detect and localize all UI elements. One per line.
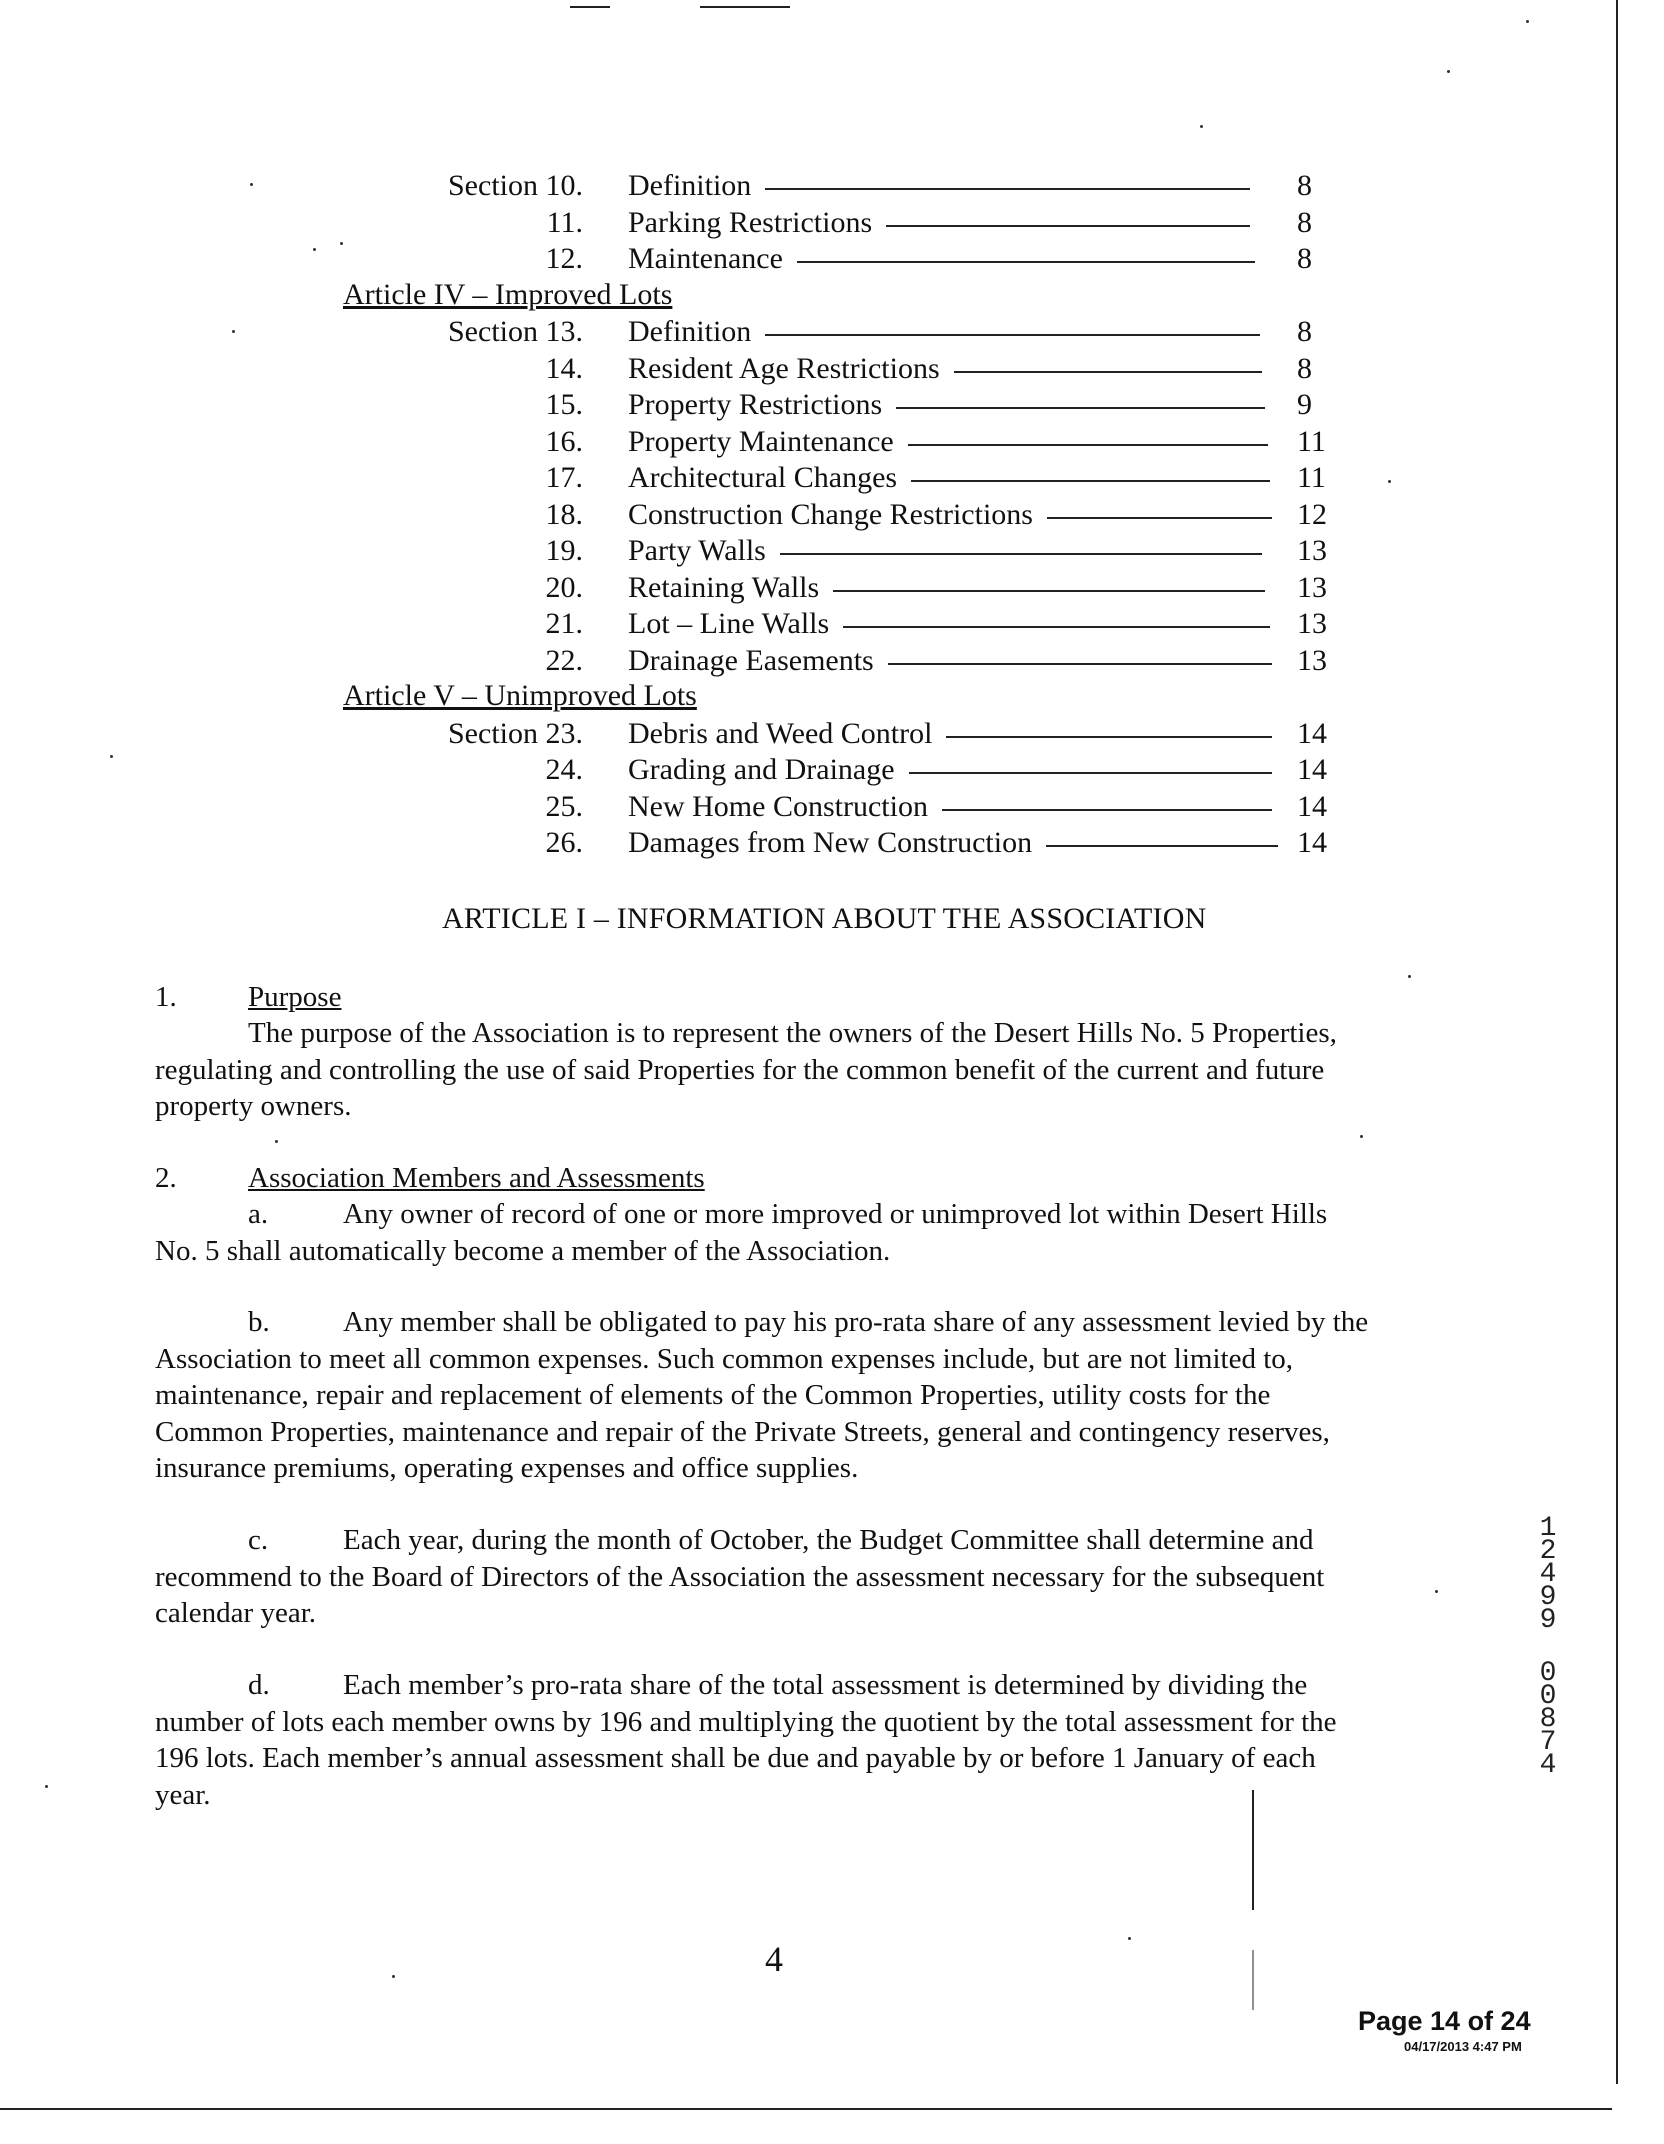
- scan-speck: [1408, 975, 1411, 978]
- toc-section-number: 15.: [545, 388, 583, 421]
- toc-page-number: 11: [1297, 461, 1326, 494]
- toc-section-number: 19.: [545, 534, 583, 567]
- toc-section-number: 17.: [545, 461, 583, 494]
- toc-section-number: 20.: [545, 570, 583, 604]
- toc-entry-title[interactable]: Maintenance: [628, 242, 783, 275]
- recording-digit: 2: [1539, 1536, 1557, 1567]
- toc-section-number: 11.: [546, 205, 583, 239]
- toc-entry-title[interactable]: Property Maintenance: [628, 424, 894, 458]
- toc-page-number: 13: [1297, 534, 1327, 567]
- scan-speck: [313, 248, 316, 251]
- scan-mark: [1252, 1950, 1254, 2010]
- item-text: Each year, during the month of October, the Budget Committee shall determine and recommend to the Board of Directors of the Association the assessment necessary for the subsequent calendar year.: [155, 1524, 1325, 1629]
- toc-page-number: 12: [1297, 497, 1327, 531]
- item-text: Any member shall be obligated to pay his pro-rata share of any assessment levied by the Association to meet all common expenses. Such common expenses include, but are not limited to, maintenance, repair and replacement of elements of the Common Properties, utility costs for the Common Properties, maintenance and repair of the Private Streets, general and contingency reserves, insurance premiums, operating expenses and office supplies.: [155, 1306, 1369, 1484]
- toc-leader-line: [1046, 845, 1278, 847]
- toc-section-number: 21.: [545, 607, 583, 640]
- toc-leader-line: [833, 590, 1265, 592]
- toc-leader-line: [896, 407, 1265, 409]
- section-number: 2.: [155, 1162, 177, 1194]
- scan-speck: [45, 1785, 48, 1788]
- scan-speck: [1447, 70, 1450, 73]
- toc-leader-line: [946, 736, 1272, 738]
- list-item: [155, 1667, 1375, 1813]
- page-number: 4: [765, 1939, 783, 1979]
- toc-page-number: 8: [1297, 169, 1312, 202]
- list-item: [155, 1522, 1365, 1632]
- scan-mark: [570, 6, 610, 8]
- scan-mark: [700, 6, 790, 8]
- toc-leader-line: [843, 626, 1270, 628]
- scan-speck: [232, 330, 235, 333]
- scan-speck: [1360, 1135, 1363, 1138]
- toc-entry-title[interactable]: Definition: [628, 169, 752, 202]
- scan-speck: [1388, 480, 1391, 483]
- toc-page-number: 8: [1297, 315, 1312, 348]
- scan-speck: [110, 755, 113, 758]
- recording-number: [1536, 1513, 1560, 1781]
- scan-speck: [1200, 125, 1203, 128]
- toc-section-number: 14.: [545, 351, 583, 385]
- toc-leader-line: [908, 444, 1268, 446]
- recording-digit: 7: [1539, 1727, 1557, 1758]
- toc-entry-title[interactable]: Debris and Weed Control: [628, 716, 933, 750]
- toc-entry-title[interactable]: Retaining Walls: [628, 570, 820, 604]
- recording-digit: 4: [1539, 1750, 1557, 1781]
- toc-entry-title[interactable]: Party Walls: [628, 534, 766, 567]
- toc-leader-line: [1047, 517, 1272, 519]
- toc-entry-title[interactable]: Architectural Changes: [628, 461, 898, 494]
- toc-entry-title[interactable]: Parking Restrictions: [628, 205, 873, 239]
- item-label: a.: [248, 1198, 269, 1230]
- recording-digit: 9: [1539, 1582, 1557, 1613]
- toc-page-number: 14: [1297, 753, 1327, 786]
- toc-leader-line: [797, 261, 1255, 263]
- toc-leader-line: [780, 553, 1262, 555]
- toc-leader-line: [886, 225, 1250, 227]
- scan-mark: [1252, 1790, 1254, 1910]
- article-heading: ARTICLE I – INFORMATION ABOUT THE ASSOCIATION: [442, 902, 1207, 935]
- scan-speck: [1526, 20, 1529, 23]
- recording-digit: 0: [1539, 1658, 1557, 1689]
- toc-page-number: 14: [1297, 789, 1327, 823]
- scan-speck: [1435, 1590, 1438, 1593]
- list-item: [155, 1196, 1365, 1269]
- toc-entry-title[interactable]: Property Restrictions: [628, 388, 883, 421]
- toc-page-number: 14: [1297, 716, 1327, 750]
- item-label: b.: [248, 1306, 270, 1338]
- toc-page-number: 8: [1297, 242, 1312, 275]
- toc-entry-title[interactable]: Definition: [628, 315, 752, 348]
- toc-entry-title[interactable]: Grading and Drainage: [628, 753, 895, 786]
- scan-edge: [0, 2108, 1612, 2110]
- scan-speck: [250, 183, 253, 186]
- toc-leader-line: [888, 663, 1272, 665]
- toc-page-number: 8: [1297, 351, 1312, 385]
- toc-page-number: 9: [1297, 388, 1312, 421]
- toc-entry-title[interactable]: Lot – Line Walls: [628, 607, 830, 640]
- toc-entry-title[interactable]: Damages from New Construction: [628, 826, 1033, 859]
- toc-leader-line: [765, 334, 1260, 336]
- item-label: d.: [248, 1669, 270, 1701]
- toc-section-number: Section 13.: [448, 315, 583, 348]
- section-paragraph: The purpose of the Association is to represent the owners of the Desert Hills No. 5 Properties, regulating and controlling the use of said Properties for the common benefit of the current and future property owners.: [155, 1017, 1337, 1122]
- toc-section-number: 25.: [545, 789, 583, 823]
- toc-entry-title[interactable]: Drainage Easements: [628, 643, 874, 677]
- list-item: [155, 1304, 1377, 1487]
- toc-section-number: 24.: [545, 753, 583, 786]
- toc-page-number: 8: [1297, 205, 1312, 239]
- toc-page-number: 11: [1297, 424, 1326, 458]
- recording-digit: 0: [1539, 1681, 1557, 1712]
- toc-leader-line: [765, 188, 1250, 190]
- recording-digit: 1: [1539, 1513, 1557, 1544]
- recording-digit: 9: [1539, 1605, 1557, 1636]
- toc-article-heading: Article IV – Improved Lots: [343, 277, 673, 311]
- toc-leader-line: [954, 371, 1262, 373]
- scan-speck: [340, 242, 343, 245]
- toc-section-number: 18.: [545, 497, 583, 531]
- section-title: Association Members and Assessments: [248, 1162, 705, 1194]
- item-text: Each member’s pro-rata share of the total assessment is determined by dividing the number of lots each member owns by 196 and multiplying the quotient by the total assessment for the 196 lots. Each member’s annual assessment shall be due and payable by or before 1 January of each year.: [155, 1669, 1337, 1811]
- scan-speck: [275, 1140, 278, 1143]
- toc-entry-title[interactable]: Resident Age Restrictions: [628, 351, 940, 385]
- toc-section-number: Section 23.: [448, 716, 583, 750]
- section-number: 1.: [155, 981, 177, 1013]
- toc-leader-line: [909, 772, 1272, 774]
- item-text: Any owner of record of one or more improved or unimproved lot within Desert Hills No. 5 shall automatically become a member of the Association.: [155, 1198, 1328, 1267]
- footer-page-label: Page 14 of 24: [1358, 2006, 1531, 2036]
- toc-section-number: 12.: [545, 242, 583, 275]
- toc-section-number: 26.: [545, 826, 583, 859]
- toc-page-number: 14: [1297, 826, 1327, 859]
- scan-speck: [392, 1975, 395, 1978]
- recording-digit: 8: [1539, 1704, 1557, 1735]
- recording-digit: 4: [1539, 1559, 1557, 1590]
- toc-page-number: 13: [1297, 607, 1327, 640]
- toc-entry-title[interactable]: New Home Construction: [628, 789, 928, 823]
- scan-edge: [1616, 0, 1618, 2084]
- toc-page-number: 13: [1297, 643, 1327, 677]
- toc-entry-title[interactable]: Construction Change Restrictions: [628, 497, 1033, 531]
- scan-speck: [1128, 1937, 1131, 1940]
- footer-timestamp: 04/17/2013 4:47 PM: [1404, 2039, 1522, 2054]
- section-title: Purpose: [248, 981, 342, 1013]
- toc-leader-line: [911, 480, 1270, 482]
- item-label: c.: [248, 1524, 269, 1556]
- toc-leader-line: [942, 809, 1272, 811]
- toc-section-number: 22.: [545, 643, 583, 677]
- toc-page-number: 13: [1297, 570, 1327, 604]
- toc-section-number: 16.: [545, 424, 583, 458]
- toc-article-heading: Article V – Unimproved Lots: [343, 679, 697, 712]
- toc-section-number: Section 10.: [448, 169, 583, 202]
